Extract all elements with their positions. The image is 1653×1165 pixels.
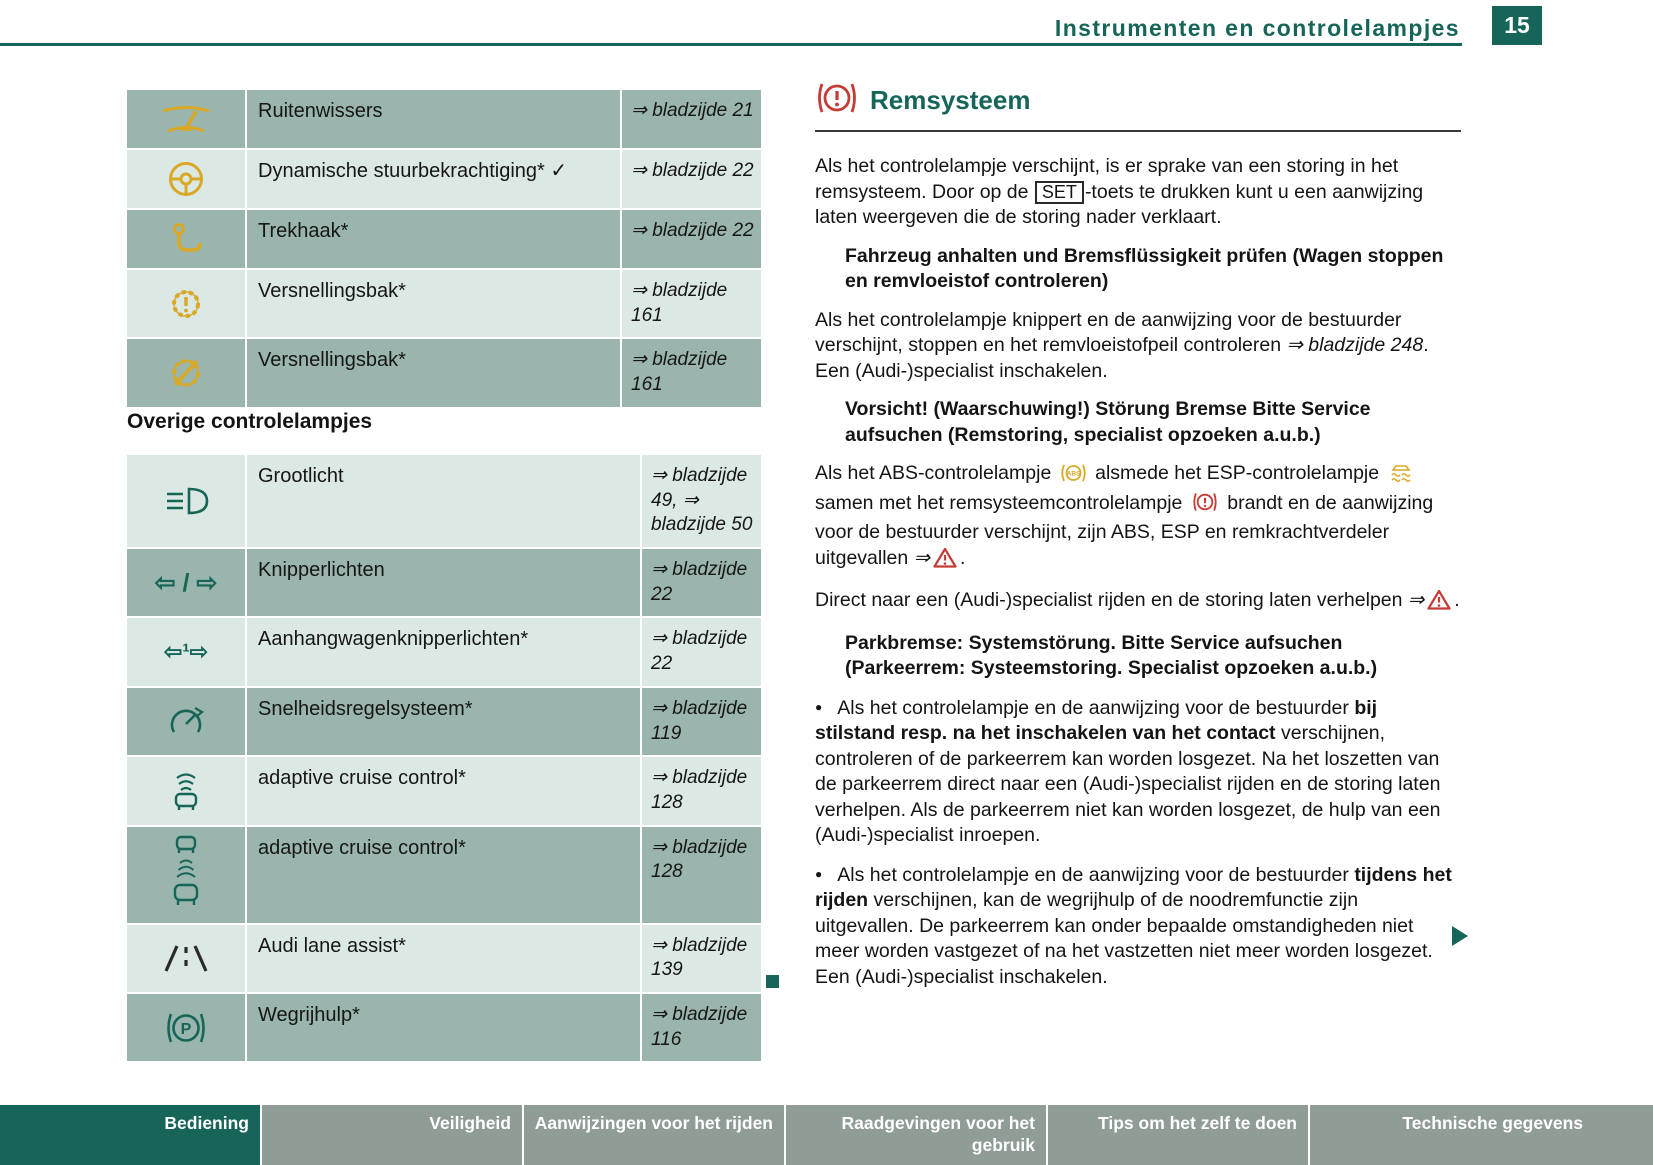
cruise-control-icon bbox=[127, 688, 247, 755]
steering-wheel-icon bbox=[127, 150, 247, 208]
lane-assist-icon bbox=[127, 925, 247, 992]
driver-message: Fahrzeug anhalten und Bremsflüssigkeit prüfen (Wagen stoppen en remvloeistof controleren) bbox=[845, 244, 1444, 292]
table-row bbox=[127, 757, 761, 826]
row-label: adaptive cruise control* bbox=[258, 836, 466, 859]
page-ref[interactable]: ⇒ bladzijde 22 bbox=[620, 210, 761, 268]
row-label: Dynamische stuurbekrachtiging* ✓ bbox=[258, 160, 568, 182]
row-label: Snelheidsregelsysteem* bbox=[258, 697, 473, 720]
table-row bbox=[127, 618, 761, 687]
brake-warning-icon bbox=[815, 80, 859, 121]
footer-tab-aanwijzingen[interactable]: Aanwijzingen voor het rijden bbox=[524, 1105, 784, 1165]
gearbox-warning-icon bbox=[127, 270, 247, 337]
page-ref[interactable]: ⇒ bladzijde 161 bbox=[620, 270, 761, 337]
row-label: Trekhaak* bbox=[258, 220, 349, 242]
driver-message: Parkbremse: Systemstörung. Bitte Service aufsuchen (Parkeerrem: Systeemstoring. Specialist opzoeken a.u.b.) bbox=[845, 631, 1378, 679]
text: Als het controlelampje en de aanwijzing voor de bestuurder bbox=[837, 863, 1355, 886]
text: Als het controlelampje knippert en de aanwijzing voor de bestuurder verschijnt, stoppen en het remvloeistofpeil controleren bbox=[815, 308, 1402, 356]
page-ref[interactable]: ⇒ bladzijde 116 bbox=[640, 994, 761, 1061]
text-bold: tijdens het rijden bbox=[815, 863, 1452, 911]
paragraph bbox=[815, 154, 1461, 231]
hill-hold-icon bbox=[127, 994, 247, 1061]
text: . bbox=[960, 546, 966, 569]
text: Als het controlelampje en de aanwijzing voor de bestuurder bbox=[837, 696, 1355, 719]
table-row bbox=[127, 688, 761, 757]
remsysteem-header bbox=[815, 80, 1461, 132]
table-row bbox=[127, 925, 761, 994]
gearbox-crossed-icon bbox=[127, 339, 247, 406]
page-title: Instrumenten en controlelampjes bbox=[1054, 15, 1460, 41]
ref-arrow: ⇒ bbox=[913, 546, 930, 569]
svg-text:P: P bbox=[180, 1020, 192, 1038]
paragraph bbox=[815, 588, 1461, 618]
set-key-label: SET bbox=[1035, 181, 1084, 204]
footer-tab-tips[interactable]: Tips om het zelf te doen bbox=[1048, 1105, 1308, 1165]
bullet-icon: ● bbox=[815, 866, 823, 881]
footer-tab-raadgevingen[interactable]: Raadgevingen voor het gebruik bbox=[786, 1105, 1046, 1165]
trailer-hitch-icon bbox=[127, 210, 247, 268]
warning-triangle-icon bbox=[933, 547, 957, 576]
remsysteem-section bbox=[815, 80, 1461, 990]
page-ref[interactable]: ⇒ bladzijde 248 bbox=[1286, 334, 1424, 356]
footer-tab-technische-gegevens[interactable]: Technische gegevens bbox=[1310, 1105, 1653, 1165]
row-label: Versnellingsbak* bbox=[258, 280, 406, 302]
table-row bbox=[127, 210, 761, 270]
ref-arrow: ⇒ bbox=[1407, 589, 1425, 611]
svg-text:ABS: ABS bbox=[1066, 470, 1081, 478]
page-ref[interactable]: ⇒ bladzijde 128 bbox=[640, 757, 761, 824]
turn-signal-icons bbox=[127, 549, 247, 616]
table-row bbox=[127, 827, 761, 925]
page-ref[interactable]: ⇒ bladzijde 128 bbox=[640, 827, 761, 923]
warning-lights-table-2 bbox=[127, 455, 761, 1063]
footer-tab-bediening[interactable]: Bediening bbox=[0, 1105, 260, 1165]
footer-nav bbox=[0, 1105, 1653, 1165]
text: alsmede het ESP-controlelampje bbox=[1089, 462, 1385, 484]
text: verschijnen, kan de wegrijhulp of de noodremfunctie zijn uitgevallen. De parkeerrem kan onder bepaalde omstandigheden niet meer worden vastgezet of na het vastzetten niet meer worden losgezet. Een (Audi-)specialist inschakelen. bbox=[815, 889, 1433, 988]
warning-triangle-icon bbox=[1427, 589, 1451, 618]
brake-warning-icon-small bbox=[1191, 491, 1219, 521]
row-label: Wegrijhulp* bbox=[258, 1003, 360, 1026]
driver-message: Vorsicht! (Waarschuwing!) Störung Bremse Bitte Service aufsuchen (Remstoring, specialist opzoeken a.u.b.) bbox=[845, 398, 1371, 446]
page-ref[interactable]: ⇒ bladzijde 49, ⇒ bladzijde 50 bbox=[640, 455, 761, 547]
text: brandt en de aanwijzing voor de bestuurder verschijnt, zijn ABS, ESP en remkrachtverdeler uitgevallen bbox=[815, 491, 1434, 569]
header-rule bbox=[0, 43, 1462, 46]
bullet-icon: ● bbox=[815, 699, 823, 714]
table-row bbox=[127, 455, 761, 549]
warning-lights-table-1 bbox=[127, 90, 761, 409]
footer-tab-veiligheid[interactable]: Veiligheid bbox=[262, 1105, 522, 1165]
section-heading: Overige controlelampjes bbox=[127, 410, 373, 433]
page-ref[interactable]: ⇒ bladzijde 161 bbox=[620, 339, 761, 406]
bullet-item bbox=[815, 695, 1461, 849]
page-ref[interactable]: ⇒ bladzijde 22 bbox=[640, 618, 761, 685]
row-label: Audi lane assist* bbox=[258, 934, 406, 957]
high-beam-icon bbox=[127, 455, 247, 547]
text: verschijnen, controleren of de parkeerrem kan worden losgezet. Na het loszetten van de parkeerrem direct naar een (Audi-)specialist rijden en de storing laten verhelpen. Als de parkeerrem niet kan worden losgezet, de hulp van een (Audi-)specialist inroepen. bbox=[815, 722, 1441, 846]
adaptive-cruise-icon bbox=[127, 757, 247, 824]
text: samen met het remsysteemcontrolelampje bbox=[815, 491, 1188, 514]
trailer-turn-glyph: ⇦¹⇨ bbox=[163, 639, 209, 665]
row-label: adaptive cruise control* bbox=[258, 767, 466, 790]
text: -toets te drukken kunt u een aanwijzing laten weergeven die de storing nader verklaart. bbox=[815, 180, 1424, 228]
table-row bbox=[127, 150, 761, 210]
continuation-arrow-icon bbox=[1452, 926, 1468, 946]
paragraph bbox=[815, 308, 1461, 385]
table-row bbox=[127, 994, 761, 1063]
paragraph bbox=[815, 461, 1461, 575]
table-row bbox=[127, 549, 761, 618]
text: Als het controlelampje verschijnt, is er sprake van een storing in het remsysteem. Door op de bbox=[815, 155, 1399, 203]
page-ref[interactable]: ⇒ bladzijde 22 bbox=[620, 150, 761, 208]
text-bold: bij stilstand resp. na het inschakelen van het contact bbox=[815, 696, 1378, 744]
table-row bbox=[127, 339, 761, 408]
text: . bbox=[1454, 589, 1460, 611]
page-ref[interactable]: ⇒ bladzijde 21 bbox=[620, 90, 761, 148]
row-label: Grootlicht bbox=[258, 465, 344, 487]
page-ref[interactable]: ⇒ bladzijde 119 bbox=[640, 688, 761, 755]
page-ref[interactable]: ⇒ bladzijde 22 bbox=[640, 549, 761, 616]
trailer-turn-signal-icon bbox=[127, 618, 247, 685]
row-label: Knipperlichten bbox=[258, 559, 385, 582]
row-label: Ruitenwissers bbox=[258, 100, 383, 122]
text: . Een (Audi-)specialist inschakelen. bbox=[815, 334, 1429, 382]
bullet-item bbox=[815, 862, 1461, 991]
wiper-icon bbox=[127, 90, 247, 148]
section-title: Remsysteem bbox=[870, 85, 1031, 115]
row-label: Versnellingsbak* bbox=[258, 349, 406, 372]
row-label: Aanhangwagenknipperlichten* bbox=[258, 628, 529, 651]
adaptive-cruise-distance-icon bbox=[127, 827, 247, 923]
text: Direct naar een (Audi-)specialist rijden en de storing laten verhelpen bbox=[815, 589, 1408, 611]
table-row bbox=[127, 270, 761, 339]
text: Als het ABS-controlelampje bbox=[815, 462, 1057, 484]
page-ref[interactable]: ⇒ bladzijde 139 bbox=[640, 925, 761, 992]
turn-signal-glyph: ⇦ / ⇨ bbox=[154, 568, 218, 597]
table-row bbox=[127, 90, 761, 150]
abs-warning-icon bbox=[1060, 463, 1087, 491]
esp-warning-icon bbox=[1388, 463, 1414, 491]
page-number-badge: 15 bbox=[1492, 6, 1542, 45]
section-end-marker bbox=[766, 975, 779, 988]
